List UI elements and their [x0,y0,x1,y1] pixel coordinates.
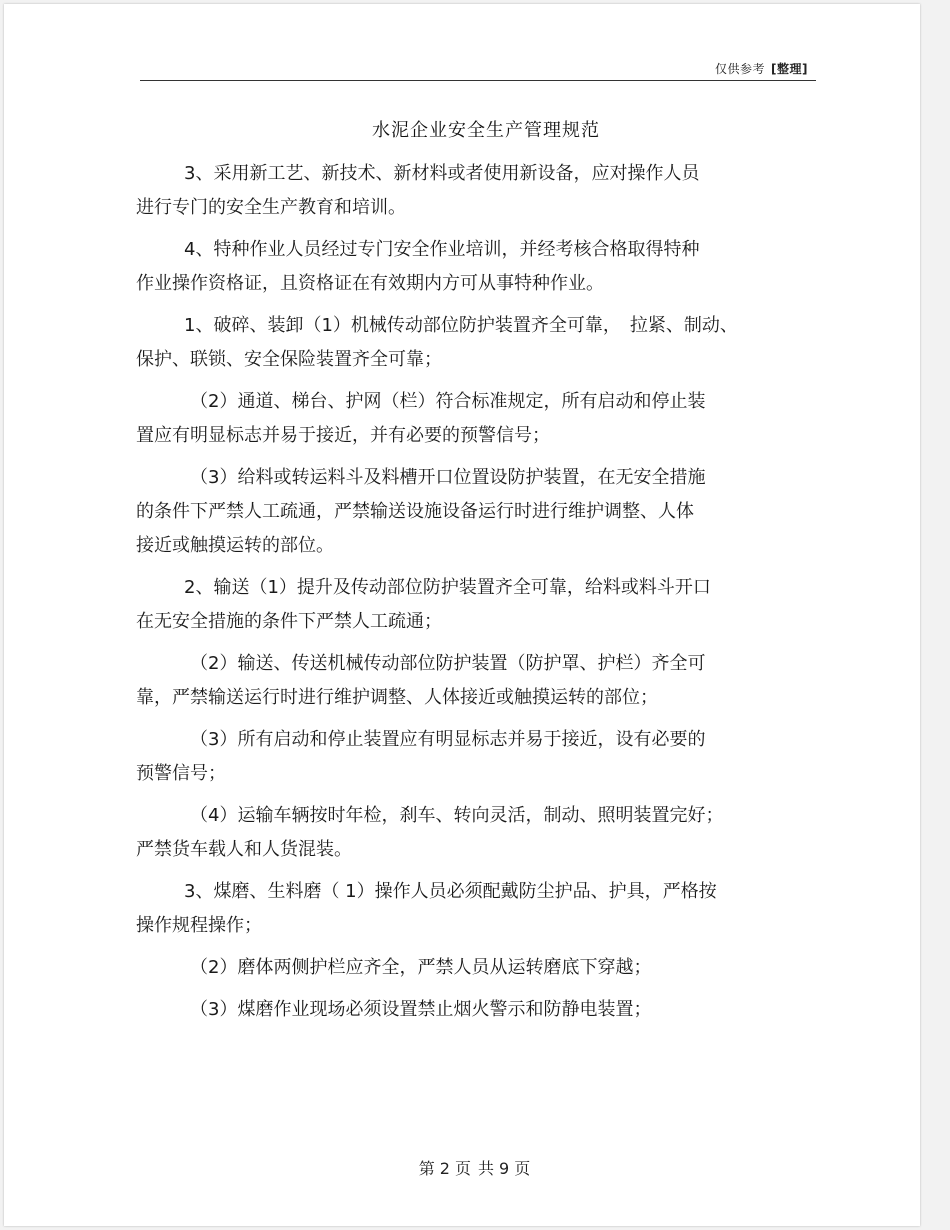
document-body [136,160,826,1024]
paragraph-line: 3、煤磨、生料磨（ 1）操作人员必须配戴防尘护品、护具，严格按 [184,881,717,902]
paragraph [136,878,826,940]
paragraph [136,388,826,450]
paragraph [136,802,826,864]
paragraph [136,236,826,298]
paragraph-line: （2）磨体两侧护栏应齐全，严禁人员从运转磨底下穿越； [190,957,652,978]
footer-prefix: 第 [418,1159,436,1178]
paragraph-line: 保护、联锁、安全保险装置齐全可靠； [136,349,442,370]
paragraph-line: （4）运输车辆按时年检，刹车、转向灵活，制动、照明装置完好； [190,805,724,826]
paragraph [136,726,826,788]
paragraph-line: 1、破碎、装卸（1）机械传动部位防护装置齐全可靠， 拉紧、制动、 [184,315,738,336]
paragraph [136,160,826,222]
paragraph-line: 4、特种作业人员经过专门安全作业培训，并经考核合格取得特种 [184,239,700,260]
paragraph-line: 靠，严禁输送运行时进行维护调整、人体接近或触摸运转的部位； [136,687,658,708]
footer-suffix: 页 [514,1159,532,1178]
paragraph-line: 严禁货车载人和人货混装。 [136,839,352,860]
paragraph-line: 预警信号； [136,763,226,784]
paragraph-line: 接近或触摸运转的部位。 [136,535,334,556]
footer-current-page: 2 [439,1159,451,1178]
footer-total-pages: 9 [499,1159,511,1178]
paragraph [136,574,826,636]
paragraph-line: 在无安全措施的条件下严禁人工疏通； [136,611,442,632]
paragraph-line: （2）输送、传送机械传动部位防护装置（防护罩、护栏）齐全可 [190,653,706,674]
paragraph-line: （2）通道、梯台、护网（栏）符合标准规定，所有启动和停止装 [190,391,706,412]
paragraph-line: 作业操作资格证，且资格证在有效期内方可从事特种作业。 [136,273,604,294]
paragraph-line: 置应有明显标志并易于接近，并有必要的预警信号； [136,425,550,446]
paragraph [136,996,826,1024]
paragraph-line: （3）所有启动和停止装置应有明显标志并易于接近，设有必要的 [190,729,706,750]
paragraph-line: 的条件下严禁人工疏通，严禁输送设施设备运行时进行维护调整、人体 [136,501,694,522]
header-note-text: 仅供参考 [715,62,766,76]
paragraph-line: （3）煤磨作业现场必须设置禁止烟火警示和防静电装置； [190,999,652,1020]
header-note [715,60,808,77]
paragraph [136,954,826,982]
paragraph [136,312,826,374]
paragraph [136,464,826,560]
paragraph-line: 进行专门的安全生产教育和培训。 [136,197,406,218]
document-title: 水泥企业安全生产管理规范 [372,120,600,141]
page-footer [0,1156,950,1179]
footer-middle: 页 共 [454,1159,496,1178]
paragraph-line: （3）给料或转运料斗及料槽开口位置设防护装置，在无安全措施 [190,467,706,488]
paragraph-line: 3、采用新工艺、新技术、新材料或者使用新设备，应对操作人员 [184,163,700,184]
header-divider [140,80,816,81]
paragraph-line: 操作规程操作； [136,915,262,936]
paragraph [136,650,826,712]
paragraph-line: 2、输送（1）提升及传动部位防护装置齐全可靠，给料或料斗开口 [184,577,711,598]
header-note-bracket: [整理] [771,62,808,76]
